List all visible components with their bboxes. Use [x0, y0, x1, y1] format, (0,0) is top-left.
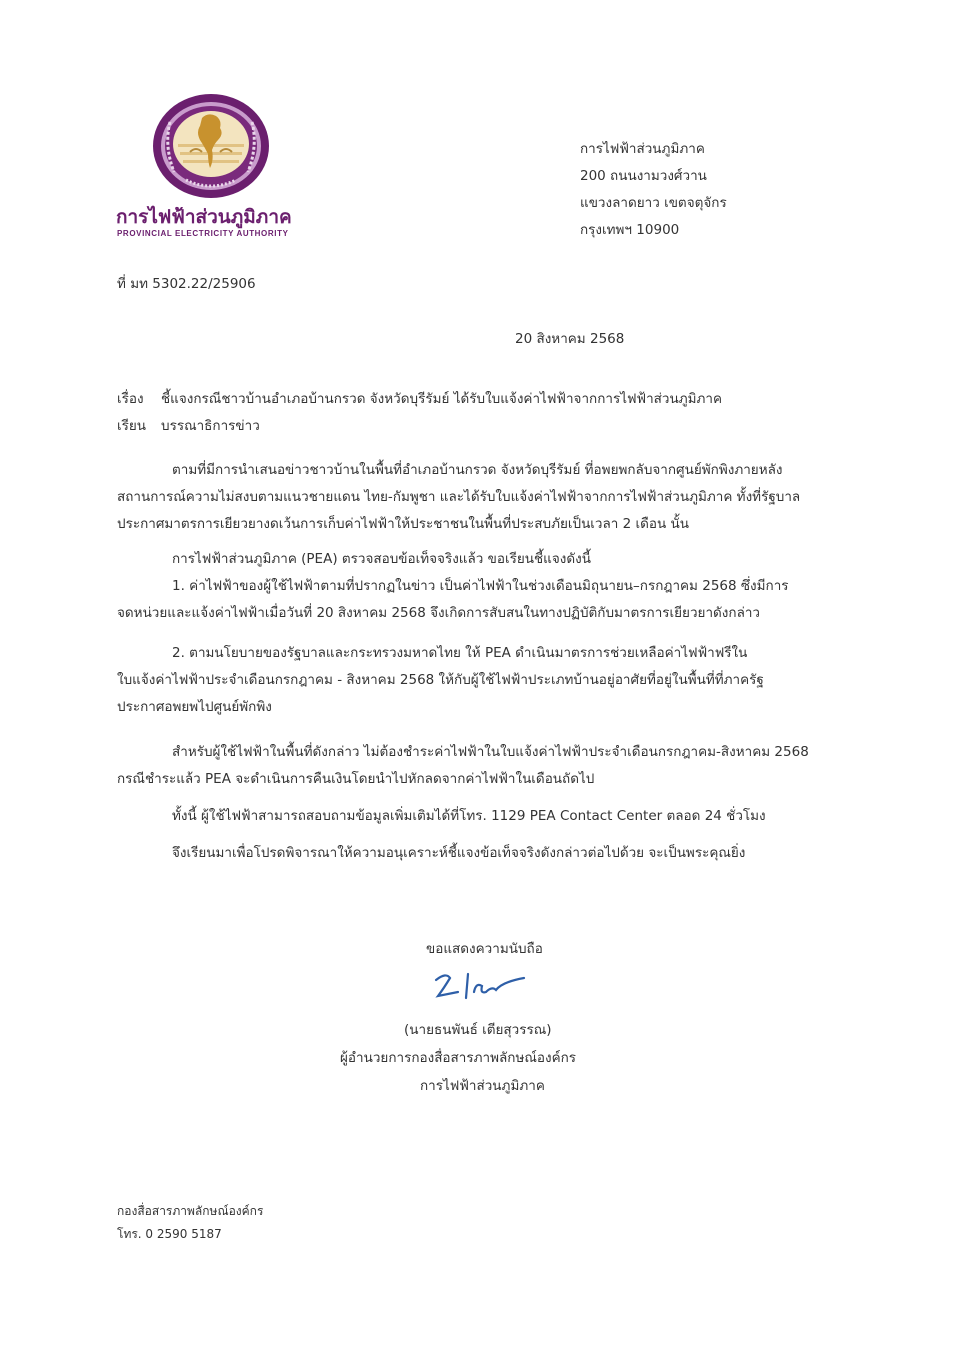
org-name-thai: การไฟฟ้าส่วนภูมิภาค — [116, 206, 292, 228]
clarify-intro: การไฟฟ้าส่วนภูมิภาค (PEA) ตรวจสอบข้อเท็จจริงแล้ว ขอเรียนชี้แจงดังนี้ — [172, 551, 591, 567]
sender-address — [580, 136, 727, 244]
recipient-text: บรรณาธิการข่าว — [161, 418, 260, 434]
refund-line: สำหรับผู้ใช้ไฟฟ้าในพื้นที่ดังกล่าว ไม่ต้องชำระค่าไฟฟ้าในใบแจ้งค่าไฟฟ้าประจำเดือนกรกฎาคม-สิงหาคม 2568 — [172, 744, 809, 760]
closing-line: จึงเรียนมาเพื่อโปรดพิจารณาให้ความอนุเคราะห์ชี้แจงข้อเท็จจริงดังกล่าวต่อไปด้วย จะเป็นพระคุณยิ่ง — [172, 845, 746, 861]
org-name-english: PROVINCIAL ELECTRICITY AUTHORITY — [117, 229, 289, 238]
intro-line: ตามที่มีการนำเสนอข่าวชาวบ้านในพื้นที่อำเภอบ้านกรวด จังหวัดบุรีรัมย์ ที่อพยพกลับจากศูนย์พักพิงภายหลัง — [172, 462, 783, 478]
subject-text: ชี้แจงกรณีชาวบ้านอำเภอบ้านกรวด จังหวัดบุรีรัมย์ ได้รับใบแจ้งค่าไฟฟ้าจากการไฟฟ้าส่วนภูมิภาค — [161, 391, 723, 407]
address-line: 200 ถนนงามวงศ์วาน — [580, 168, 707, 184]
intro-line: สถานการณ์ความไม่สงบตามแนวชายแดน ไทย-กัมพูชา และได้รับใบแจ้งค่าไฟฟ้าจากการไฟฟ้าส่วนภูมิภาค ทั้งที่รัฐบาล — [117, 489, 801, 505]
contact-line: ทั้งนี้ ผู้ใช้ไฟฟ้าสามารถสอบถามข้อมูลเพิ่มเติมได้ที่โทร. 1129 PEA Contact Center ตลอด 24 ชั่วโมง — [172, 808, 766, 824]
signatory-organization: การไฟฟ้าส่วนภูมิภาค — [420, 1078, 545, 1094]
intro-line: ประกาศมาตรการเยียวยางดเว้นการเก็บค่าไฟฟ้าให้ประชาชนในพื้นที่ประสบภัยเป็นเวลา 2 เดือน นั้น — [117, 516, 689, 532]
point-2-line: 2. ตามนโยบายของรัฐบาลและกระทรวงมหาดไทย ให้ PEA ดำเนินมาตรการช่วยเหลือค่าไฟฟ้าฟรีใน — [172, 645, 748, 661]
pea-emblem-icon — [150, 92, 272, 200]
footer-department: กองสื่อสารภาพลักษณ์องค์กร — [117, 1204, 264, 1218]
signature-icon — [432, 968, 532, 1008]
refund-line: กรณีชำระแล้ว PEA จะดำเนินการคืนเงินโดยนำไปหักลดจากค่าไฟฟ้าในเดือนถัดไป — [117, 771, 595, 787]
signatory-name: (นายธนพันธ์ เตียสุวรรณ) — [404, 1022, 552, 1038]
letter-date: 20 สิงหาคม 2568 — [515, 331, 625, 347]
address-line: การไฟฟ้าส่วนภูมิภาค — [580, 141, 705, 157]
point-2-line: ใบแจ้งค่าไฟฟ้าประจำเดือนกรกฎาคม - สิงหาคม 2568 ให้กับผู้ใช้ไฟฟ้าประเภทบ้านอยู่อาศัยที่อยู่ในพื้นที่ที่ภาครัฐ — [117, 672, 764, 688]
reference-number: ที่ มท 5302.22/25906 — [117, 276, 256, 292]
pea-logo — [150, 92, 272, 200]
point-1-line: จดหน่วยและแจ้งค่าไฟฟ้าเมื่อวันที่ 20 สิงหาคม 2568 จึงเกิดการสับสนในทางปฏิบัติกับมาตรการเยียวยาดังกล่าว — [117, 605, 761, 621]
recipient-label: เรียน — [117, 418, 147, 434]
point-2-line: ประกาศอพยพไปศูนย์พักพิง — [117, 699, 272, 715]
address-line: แขวงลาดยาว เขตจตุจักร — [580, 195, 727, 211]
point-1-line: 1. ค่าไฟฟ้าของผู้ใช้ไฟฟ้าตามที่ปรากฏในข่าว เป็นค่าไฟฟ้าในช่วงเดือนมิถุนายน–กรกฎาคม 2568 ซึ่งมีการ — [172, 578, 789, 594]
address-line: กรุงเทพฯ 10900 — [580, 222, 680, 238]
footer-phone: โทร. 0 2590 5187 — [117, 1227, 222, 1241]
signatory-position: ผู้อำนวยการกองสื่อสารภาพลักษณ์องค์กร — [340, 1050, 577, 1066]
subject-label: เรื่อง — [117, 391, 144, 407]
salutation: ขอแสดงความนับถือ — [426, 941, 543, 957]
